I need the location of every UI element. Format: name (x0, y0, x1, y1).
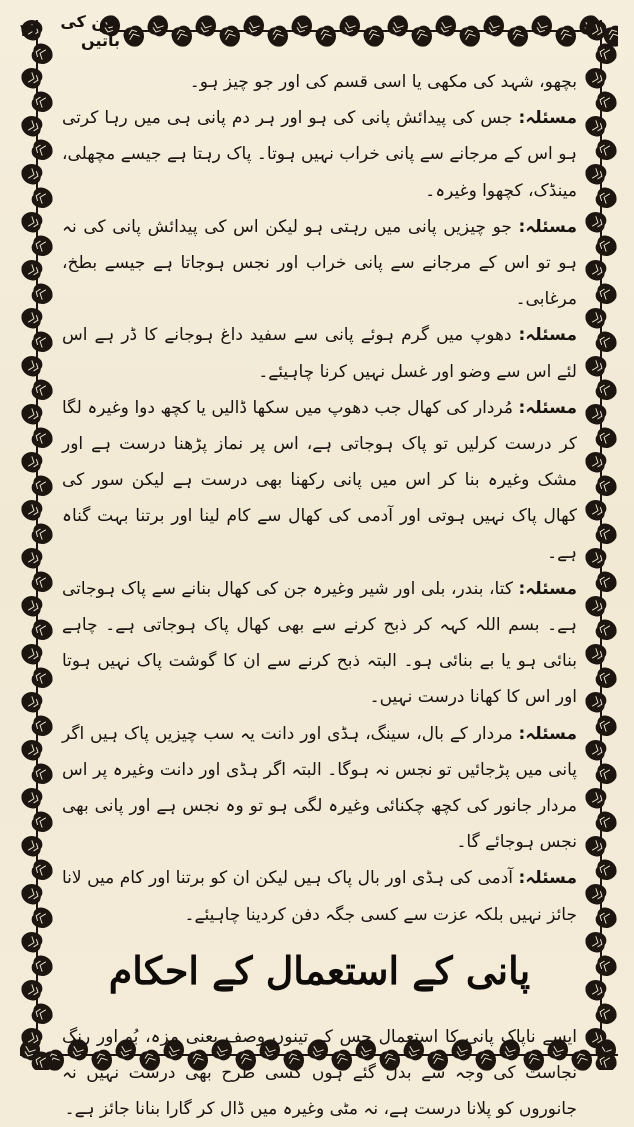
page-body (62, 64, 577, 1120)
masala-label: مسئلہ: (518, 868, 577, 889)
paragraph: ایسے ناپاک پانی کا استعمال جس کے تینوں وصف یعنی مزہ، بُو اور رنگ نجاست کی وجہ سے بدل گئے ہوں کسی طرح بھی درست نہیں نہ جانوروں کو پلانا درست ہے، نہ مٹی وغیرہ میں ڈال کر گارا بنانا جائز ہے۔ (62, 1026, 577, 1120)
masala-label: مسئلہ: (518, 578, 577, 599)
ornament-border-right (584, 20, 618, 1070)
paragraph: مسئلہ: جس کی پیدائش پانی کی ہو اور ہر دم پانی ہی میں رہا کرتی ہو اس کے مرجانے سے پانی خراب نہیں ہوتا۔ پاک رہتا ہے جیسے مچھلی، مینڈک، کچھوا وغیرہ۔ (62, 108, 577, 201)
page-header (20, 14, 120, 48)
paragraph: بچھو، شہد کی مکھی یا اسی قسم کی اور جو چیز ہو۔ (189, 72, 577, 92)
paragraph: مسئلہ: دھوپ میں گرم ہوئے پانی سے سفید داغ ہوجانے کا ڈر ہے اس لئے اس سے وضو اور غسل نہیں کرنا چاہیئے۔ (62, 325, 577, 382)
masala-label: مسئلہ: (518, 325, 577, 346)
paragraph: مسئلہ: کتا، بندر، بلی اور شیر وغیرہ جن کی کھال بنانے سے پاک ہوجاتی ہے۔ بسم اللہ کہہ کر ذبح کرنے سے بھی کھال پاک ہوجاتی ہے۔ چاہے بنائی ہو یا بے بنائی ہو۔ البتہ ذبح کرنے سے ان کا گوشت پاک نہیں ہوتا اور اس کا کھانا درست نہیں۔ (62, 578, 577, 708)
paragraph: مسئلہ: مُردار کی کھال جب دھوپ میں سکھا ڈالیں یا کچھ دوا وغیرہ لگا کر درست کرلیں تو پاک ہوجاتی ہے، اس پر نماز پڑھنا درست ہے اور مشک وغیرہ بنا کر اس میں پانی رکھنا بھی درست ہے لیکن سور کی کھال پاک نہیں ہوتی اور آدمی کی کھال سے کام لینا اور برتنا بہت گناہ ہے۔ (62, 397, 577, 563)
ornament-border-top (100, 14, 618, 48)
masala-label: مسئلہ: (518, 216, 577, 237)
section-heading: پانی کے استعمال کے احکام (108, 947, 531, 993)
page-number: ۳۳ (20, 21, 41, 41)
masala-label: مسئلہ: (518, 723, 577, 744)
ornament-border-left (20, 20, 54, 1070)
masala-label: مسئلہ: (518, 108, 577, 129)
running-title: دین کی باتیں (60, 12, 120, 50)
paragraph: مسئلہ: آدمی کی ہڈی اور بال پاک ہیں لیکن ان کو برتنا اور کام میں لانا جائز نہیں بلکہ عزت سے کسی جگہ دفن کردینا چاہیئے۔ (62, 868, 577, 925)
paragraph: مسئلہ: مردار کے بال، سینگ، ہڈی اور دانت یہ سب چیزیں پاک ہیں اگر پانی میں پڑجائیں تو نجس نہ ہوگا۔ البتہ اگر ہڈی اور دانت وغیرہ پر اس مردار جانور کی کچھ چکنائی وغیرہ لگی ہو تو وہ نجس ہے اور پانی بھی نجس ہوجائے گا۔ (62, 723, 577, 853)
paragraph: مسئلہ: جو چیزیں پانی میں رہتی ہو لیکن اس کی پیدائش پانی کی نہ ہو تو اس کے مرجانے سے پانی خراب اور نجس ہوجاتا ہے جیسے بطخ، مرغابی۔ (62, 216, 577, 310)
masala-label: مسئلہ: (518, 397, 577, 418)
